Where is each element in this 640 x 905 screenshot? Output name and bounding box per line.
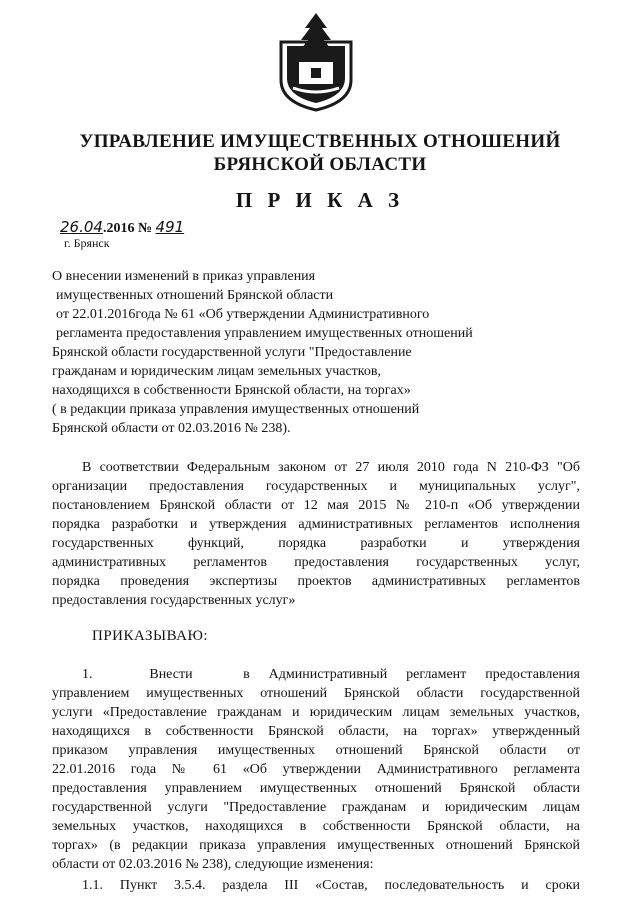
- item1-line: 1. Внести в Административный регламент предоставления: [82, 667, 580, 682]
- subject-line: гражданам и юридическим лицам земельных участков,: [52, 364, 381, 379]
- order-word: ПРИКАЗЫВАЮ:: [92, 628, 209, 644]
- subject-line: ( в редакции приказа управления имущественных отношений: [52, 402, 420, 417]
- document-year: .2016: [102, 221, 135, 236]
- preamble-line: предоставления государственных услуг»: [52, 593, 296, 608]
- item1-line: области от 02.03.2016 № 238), следующие изменения:: [52, 857, 374, 872]
- number-sign: №: [137, 221, 153, 236]
- organization-name-line1: УПРАВЛЕНИЕ ИМУЩЕСТВЕННЫХ ОТНОШЕНИЙ: [79, 131, 561, 152]
- preamble-line: организации предоставления государственных и муниципальных услуг",: [52, 479, 580, 494]
- subject-line: Брянской области от 02.03.2016 № 238).: [52, 421, 291, 436]
- handwritten-number: 491: [155, 218, 185, 236]
- coat-of-arms-icon: [275, 10, 357, 112]
- city: г. Брянск: [64, 236, 110, 250]
- preamble-line: В соответствии Федеральным законом от 27 июля 2010 года N 210-ФЗ "Об: [82, 460, 580, 475]
- item1-1-line: 1.1. Пункт 3.5.4. раздела III «Состав, последовательность и сроки: [82, 878, 580, 893]
- subject-line: имущественных отношений Брянской области: [56, 288, 334, 303]
- subject-line: регламента предоставления управлением имущественных отношений: [56, 326, 473, 341]
- preamble-line: постановлением Брянской области от 12 мая 2015 № 210-п «Об утверждении: [52, 498, 580, 513]
- item1-line: управлением имущественных отношений Брянской области государственной: [52, 686, 580, 701]
- subject-line: Брянской области государственной услуги "Предоставление: [52, 345, 412, 360]
- item1-line: государственной услуги "Предоставление гражданам и юридическим лицам: [52, 800, 580, 815]
- subject-line: О внесении изменений в приказ управления: [52, 269, 316, 284]
- preamble-line: государственных функций, порядка разработки и утверждения: [52, 536, 580, 551]
- subject-line: находящихся в собственности Брянской области, на торгах»: [52, 383, 411, 398]
- preamble-line: порядка разработки и утверждения административных регламентов исполнения: [52, 517, 580, 532]
- item1-line: торгах» (в редакции приказа управления имущественных отношений Брянской: [52, 838, 580, 853]
- item1-line: услуги «Предоставление гражданам и юридическим лицам земельных участков,: [52, 705, 580, 720]
- subject-line: от 22.01.2016года № 61 «Об утверждении Административного: [56, 307, 430, 322]
- item1-line: земельных участков, находящихся в собственности Брянской области, на: [52, 819, 580, 834]
- handwritten-date: 26.04: [60, 218, 103, 236]
- organization-name-line2: БРЯНСКОЙ ОБЛАСТИ: [213, 154, 427, 175]
- document-title: П Р И К А З: [235, 188, 405, 212]
- item1-line: 22.01.2016 года № 61 «Об утверждении Административного регламента: [52, 762, 580, 777]
- item1-line: приказом управления имущественных отношений Брянской области от: [52, 743, 580, 758]
- item1-line: находящихся в собственности Брянской области, на торгах» утвержденный: [52, 724, 580, 739]
- preamble-line: порядка проведения экспертизы проектов административных регламентов: [52, 574, 580, 589]
- preamble-line: административных регламентов предоставления государственных услуг,: [52, 555, 580, 570]
- date-number-line: [60, 218, 184, 237]
- item1-line: предоставления управлением имущественных отношений Брянской области: [52, 781, 580, 796]
